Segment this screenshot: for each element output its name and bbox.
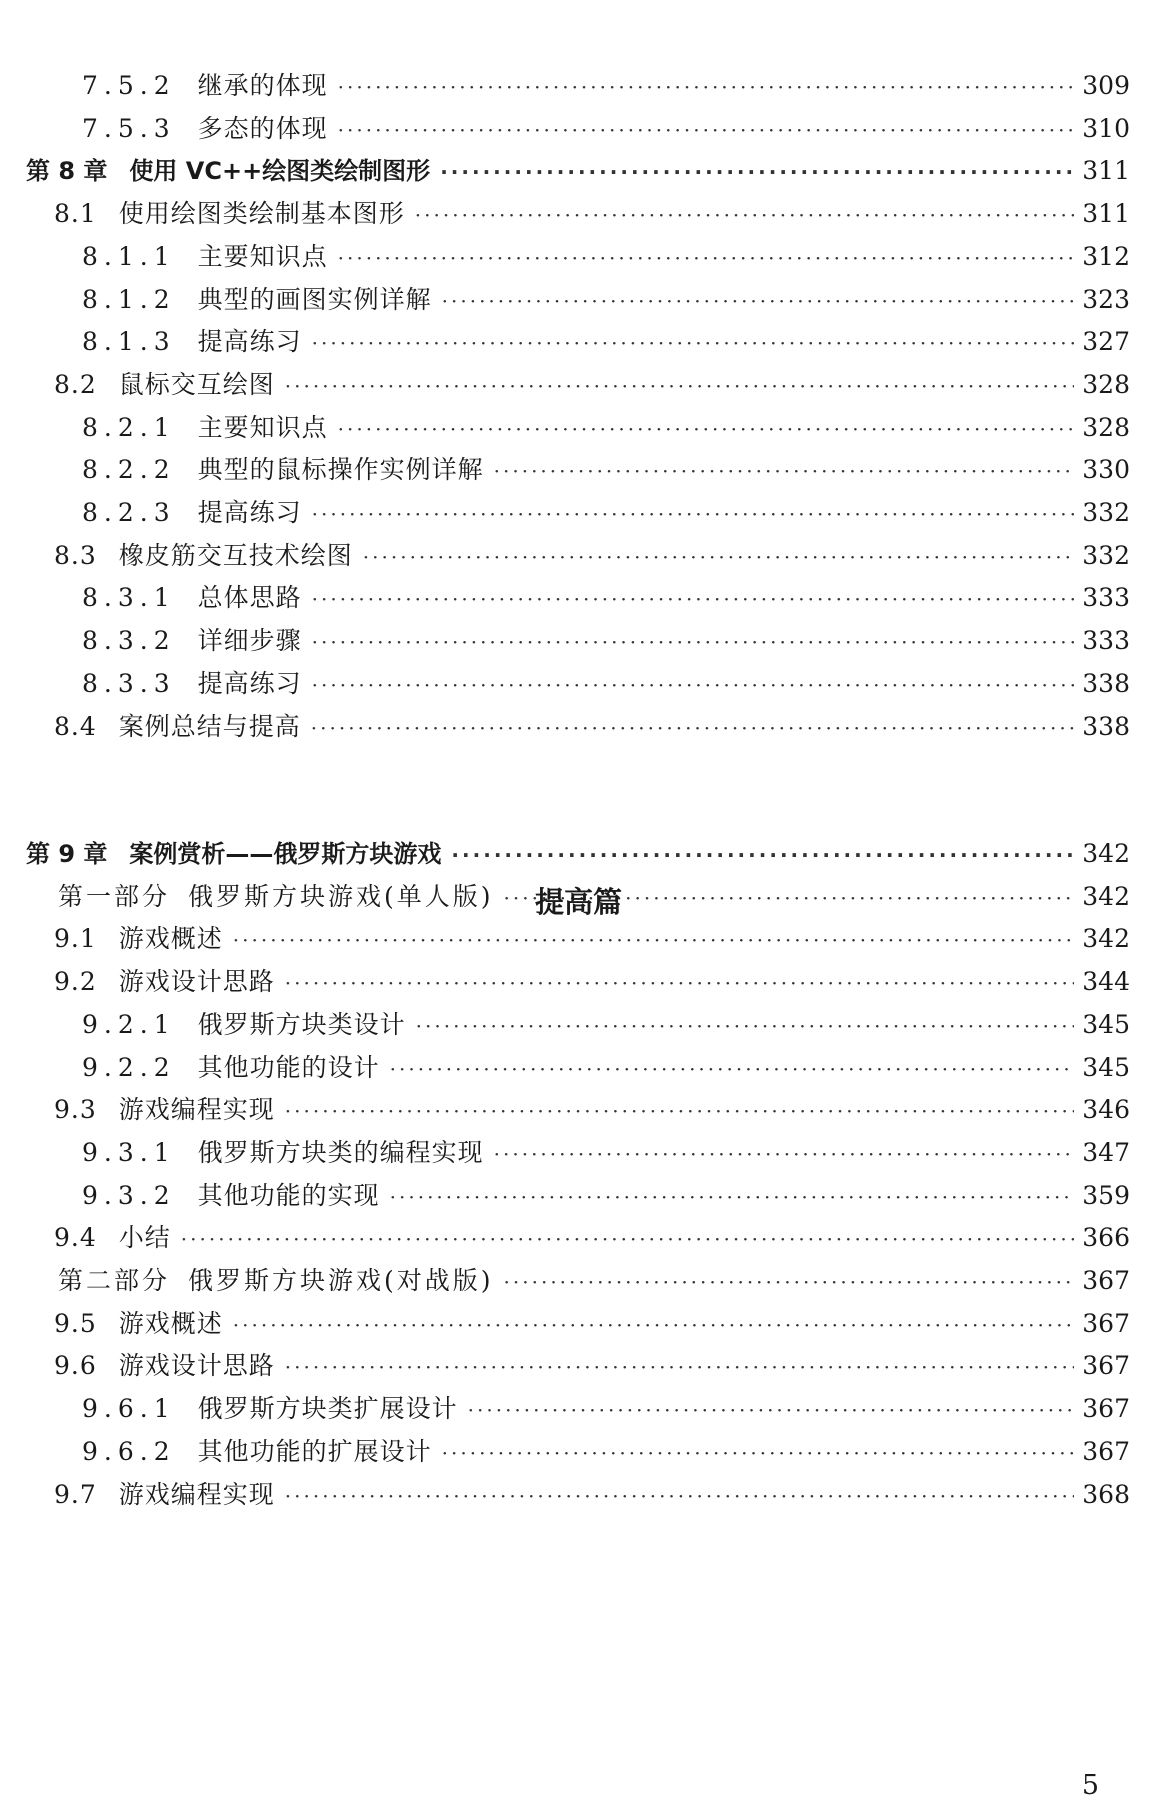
entry-title: 俄罗斯方块类的编程实现	[197, 1137, 484, 1167]
toc-entry	[82, 1133, 1130, 1169]
entry-title: 主要知识点	[197, 241, 328, 271]
entry-number: 8.3.1	[82, 583, 176, 613]
dot-leader	[363, 545, 1075, 569]
toc-entry	[82, 322, 1130, 358]
dot-leader	[312, 630, 1075, 654]
entry-page-number: 312	[1082, 241, 1130, 271]
dot-leader	[338, 75, 1075, 99]
entry-page-number: 342	[1082, 839, 1130, 868]
entry-title: 典型的鼠标操作实例详解	[197, 455, 484, 485]
entry-number: 9.2	[54, 967, 97, 997]
entry-page-number: 367	[1082, 1308, 1130, 1338]
dot-leader	[233, 928, 1075, 952]
entry-title: 案例赏析——俄罗斯方块游戏	[129, 840, 442, 868]
toc-entry	[82, 493, 1130, 529]
entry-number: 8.3.2	[82, 626, 176, 656]
dot-leader	[451, 843, 1074, 867]
entry-number: 8.2.3	[82, 498, 176, 527]
entry-title: 案例总结与提高	[118, 711, 301, 741]
dot-leader	[311, 716, 1075, 740]
entry-number: 9.6.2	[82, 1436, 176, 1466]
entry-page-number: 342	[1082, 881, 1130, 911]
entry-number: 8.1.2	[82, 284, 176, 314]
entry-number: 9.5	[54, 1308, 97, 1338]
entry-title: 提高练习	[197, 498, 302, 527]
dot-leader	[181, 1227, 1075, 1251]
entry-page-number: 323	[1082, 284, 1130, 314]
dot-leader	[312, 331, 1075, 355]
dot-leader	[338, 417, 1075, 441]
dot-leader	[415, 203, 1075, 227]
entry-page-number: 367	[1082, 1266, 1130, 1295]
entry-page-number: 359	[1082, 1180, 1130, 1210]
toc-entry	[54, 919, 1130, 955]
toc-entry	[82, 1005, 1130, 1041]
dot-leader	[468, 1398, 1075, 1422]
entry-title: 鼠标交互绘图	[118, 369, 275, 399]
entry-page-number: 367	[1082, 1436, 1130, 1466]
toc-entry	[82, 1176, 1130, 1212]
entry-title: 继承的体现	[197, 71, 328, 100]
entry-page-number: 345	[1082, 1052, 1130, 1082]
toc-entry	[54, 1218, 1130, 1254]
toc-entry	[82, 408, 1130, 444]
entry-page-number: 333	[1082, 583, 1130, 613]
entry-number: 9.6	[54, 1351, 97, 1381]
dot-leader	[285, 971, 1075, 995]
entry-title: 其他功能的扩展设计	[197, 1436, 432, 1466]
toc-entry	[54, 707, 1130, 743]
entry-title: 橡皮筋交互技术绘图	[118, 540, 353, 570]
dot-leader	[390, 1185, 1075, 1209]
entry-title: 俄罗斯方块游戏(对战版)	[188, 1266, 494, 1295]
toc-entry	[54, 1475, 1130, 1511]
dot-leader	[285, 1484, 1075, 1508]
entry-title: 其他功能的实现	[197, 1180, 380, 1210]
entry-page-number: 328	[1082, 369, 1130, 399]
toc-entry	[54, 1346, 1130, 1382]
dot-leader	[312, 502, 1075, 526]
entry-title: 主要知识点	[197, 412, 328, 442]
toc-entry	[82, 280, 1130, 316]
entry-number: 9.2.2	[82, 1052, 176, 1082]
dot-leader	[442, 289, 1075, 313]
toc-entry	[54, 962, 1130, 998]
entry-number: 8.3	[54, 540, 97, 570]
dot-leader	[338, 118, 1075, 142]
entry-number: 第一部分	[58, 881, 171, 911]
entry-page-number: 367	[1082, 1351, 1130, 1381]
entry-title: 总体思路	[197, 583, 302, 613]
toc-entry	[82, 109, 1130, 145]
dot-leader	[285, 1099, 1075, 1123]
entry-title: 俄罗斯方块游戏(单人版)	[188, 881, 494, 911]
dot-leader	[285, 1355, 1075, 1379]
entry-title: 游戏设计思路	[118, 967, 275, 997]
entry-number: 9.2.1	[82, 1009, 176, 1039]
entry-title: 小结	[118, 1223, 171, 1253]
entry-number: 第 9 章	[26, 840, 108, 868]
entry-title: 使用 VC++绘图类绘制图形	[129, 157, 431, 186]
toc-entry	[54, 1090, 1130, 1126]
toc-entry	[82, 621, 1130, 657]
entry-page-number: 309	[1082, 71, 1130, 100]
toc-entry	[54, 365, 1130, 401]
entry-page-number: 347	[1082, 1137, 1130, 1167]
dot-leader	[416, 1014, 1075, 1038]
entry-number: 第二部分	[58, 1266, 171, 1295]
entry-page-number: 332	[1082, 498, 1130, 527]
page-number: 5	[1081, 1770, 1099, 1801]
entry-title: 典型的画图实例详解	[197, 284, 432, 314]
entry-page-number: 332	[1082, 540, 1130, 570]
entry-page-number: 342	[1082, 924, 1130, 954]
entry-title: 俄罗斯方块类设计	[197, 1009, 406, 1039]
entry-title: 游戏编程实现	[118, 1479, 275, 1509]
entry-number: 9.4	[54, 1223, 97, 1253]
entry-page-number: 338	[1082, 711, 1130, 741]
entry-number: 7.5.3	[82, 113, 176, 143]
entry-page-number: 310	[1082, 113, 1130, 143]
entry-title: 提高练习	[197, 327, 302, 357]
toc-entry	[54, 194, 1130, 230]
entry-title: 多态的体现	[197, 113, 328, 143]
dot-leader	[233, 1313, 1075, 1337]
entry-title: 游戏概述	[118, 924, 223, 954]
entry-number: 9.3.2	[82, 1180, 176, 1210]
toc-part-entry	[58, 1261, 1130, 1297]
entry-number: 8.1.1	[82, 241, 176, 271]
dot-leader	[504, 1270, 1075, 1294]
dot-leader	[440, 160, 1074, 184]
entry-number: 8.1.3	[82, 327, 176, 357]
entry-title: 游戏概述	[118, 1308, 223, 1338]
toc-entry	[82, 1389, 1130, 1425]
entry-number: 8.1	[54, 199, 97, 229]
entry-number: 9.3.1	[82, 1137, 176, 1167]
dot-leader	[285, 374, 1075, 398]
toc-chapter-entry	[26, 834, 1130, 869]
entry-page-number: 367	[1082, 1394, 1130, 1424]
entry-page-number: 333	[1082, 626, 1130, 656]
dot-leader	[312, 673, 1075, 697]
entry-page-number: 368	[1082, 1479, 1130, 1509]
toc-entry	[54, 1304, 1130, 1340]
dot-leader	[312, 587, 1075, 611]
entry-title: 使用绘图类绘制基本图形	[118, 199, 405, 229]
toc-entry	[82, 66, 1130, 102]
toc-entry	[82, 450, 1130, 486]
entry-page-number: 311	[1082, 199, 1130, 229]
entry-number: 9.7	[54, 1479, 97, 1509]
entry-page-number: 345	[1082, 1009, 1130, 1039]
toc-entry	[54, 536, 1130, 572]
dot-leader	[442, 1441, 1075, 1465]
entry-number: 9.1	[54, 924, 97, 954]
toc-entry	[82, 578, 1130, 614]
entry-number: 8.2.2	[82, 455, 176, 485]
toc-entry	[82, 1432, 1130, 1468]
entry-title: 详细步骤	[197, 626, 302, 656]
toc-entry	[82, 237, 1130, 273]
entry-title: 提高练习	[197, 668, 302, 698]
entry-page-number: 311	[1082, 156, 1130, 186]
entry-number: 9.6.1	[82, 1394, 176, 1424]
toc-entry	[82, 664, 1130, 700]
entry-page-number: 328	[1082, 412, 1130, 442]
entry-number: 7.5.2	[82, 71, 176, 100]
dot-leader	[494, 1142, 1075, 1166]
toc-entry	[82, 1048, 1130, 1084]
dot-leader	[494, 459, 1075, 483]
entry-number: 8.2	[54, 369, 97, 399]
entry-page-number: 327	[1082, 327, 1130, 357]
entry-page-number: 330	[1082, 455, 1130, 485]
toc-chapter-entry	[26, 151, 1130, 186]
entry-number: 8.4	[54, 711, 97, 741]
dot-leader	[338, 246, 1075, 270]
entry-page-number: 346	[1082, 1095, 1130, 1125]
entry-title: 游戏编程实现	[118, 1095, 275, 1125]
entry-page-number: 344	[1082, 967, 1130, 997]
entry-title: 游戏设计思路	[118, 1351, 275, 1381]
entry-title: 其他功能的设计	[197, 1052, 380, 1082]
entry-page-number: 338	[1082, 668, 1130, 698]
dot-leader	[390, 1057, 1075, 1081]
entry-title: 俄罗斯方块类扩展设计	[197, 1394, 458, 1424]
entry-number: 9.3	[54, 1095, 97, 1125]
entry-number: 第 8 章	[26, 157, 108, 186]
section-title: 提高篇	[534, 885, 622, 919]
entry-number: 8.2.1	[82, 412, 176, 442]
entry-page-number: 366	[1082, 1223, 1130, 1253]
entry-number: 8.3.3	[82, 668, 176, 698]
